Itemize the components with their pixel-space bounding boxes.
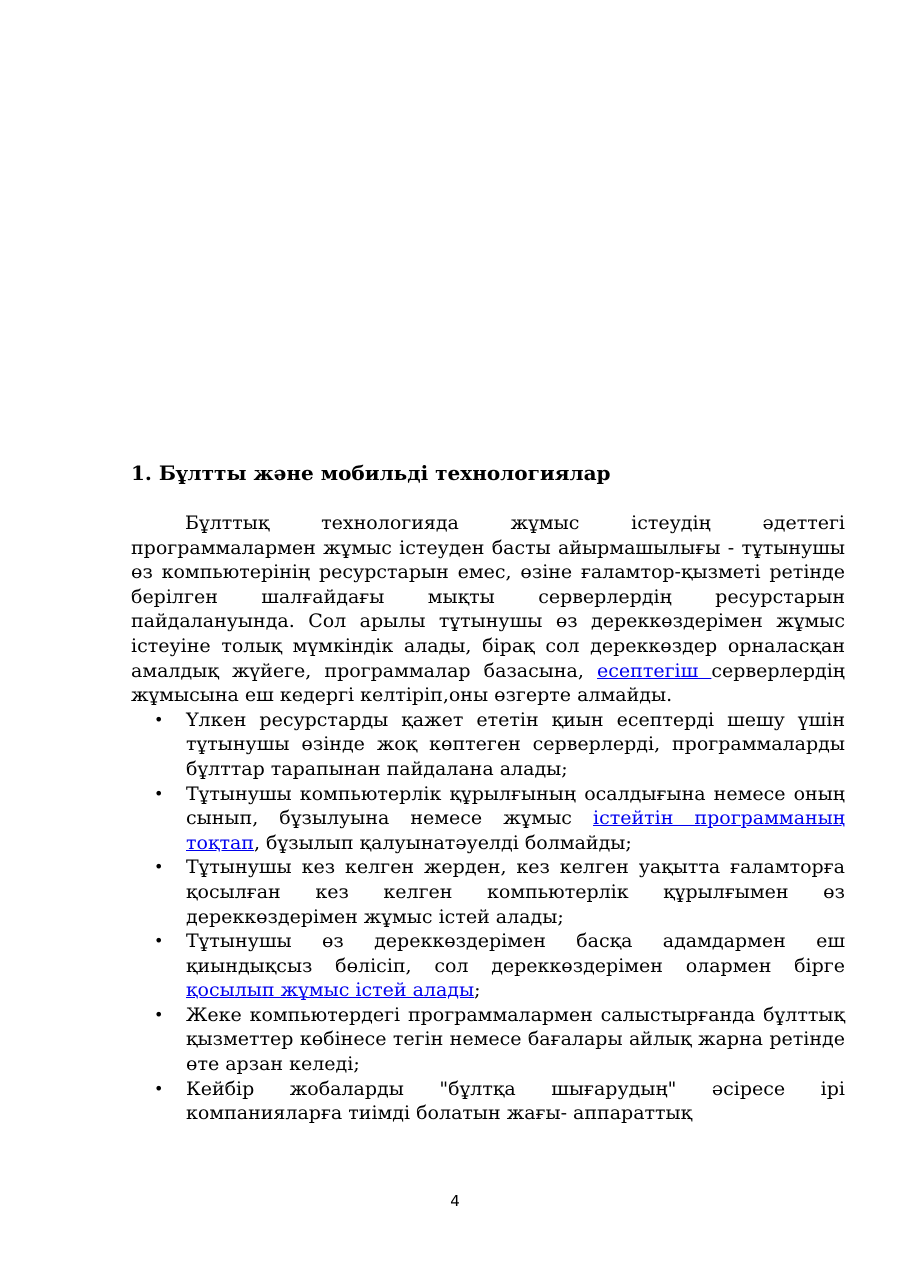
bullet-icon: • — [154, 783, 164, 803]
bullet-icon: • — [154, 1004, 164, 1024]
list-item-text: Жеке компьютердегі программалармен салыстырғанда бұлттық қызметтер көбінесе тегін немесе бағалары айлық жарна ретінде өте арзан келеді; — [186, 1003, 845, 1076]
list-item — [154, 782, 845, 856]
list-item-text: Кейбір жобаларды "бұлтқа шығарудың" әсіресе ірі компанияларға тиімді болатын жағы- аппараттық — [186, 1077, 845, 1125]
document-body — [131, 511, 845, 1126]
advantages-list — [131, 708, 845, 1126]
list-item-link[interactable]: істейтін программаның тоқтап — [186, 807, 845, 854]
list-item-link[interactable]: қосылып жұмыс істей алады — [186, 979, 475, 1002]
bullet-icon: • — [154, 857, 164, 877]
bullet-icon: • — [154, 709, 164, 729]
bullet-icon: • — [154, 1078, 164, 1098]
page-number: 4 — [450, 1192, 460, 1210]
list-item-text: ; — [474, 979, 481, 1002]
intro-paragraph — [131, 511, 845, 708]
list-item-text: Тұтынушы өз дереккөздерімен басқа адамдармен еш қиындықсыз бөлісіп, сол дереккөздерімен олармен бірге — [186, 930, 845, 977]
list-item — [154, 855, 845, 929]
list-item-text: Тұтынушы кез келген жерден, кез келген уақытта ғаламторға қосылған кез келген компьютерлік құрылғымен өз дереккөздерімен жұмыс істей алады; — [186, 856, 845, 928]
list-item — [154, 929, 845, 1003]
section-heading: 1. Бұлтты және мобильді технологиялар — [131, 461, 611, 485]
list-item — [154, 708, 845, 782]
intro-text-1: Бұлттық технологияда жұмыс істеудің әдеттегі программалармен жұмыс істеуден басты айырмашылығы - тұтынушы өз компьютерінің ресурстарын емес, өзіне ғаламтор-қызметі ретінде берілген шалғайдағы мықты серверлердің ресурстарын пайдалануында. Сол арылы тұтынушы өз дереккөздерімен жұмыс істеуіне толық мүмкіндік алады, бірақ сол дереккөздер орналасқан амалдық жүйеге, программалар базасына, — [131, 512, 845, 682]
list-item-text: Үлкен ресурстарды қажет ететін қиын есептерді шешу үшін тұтынушы өзінде жоқ көптеген серверлерді, программаларды бұлттар тарапынан пайдалана алады; — [186, 708, 845, 780]
intro-link[interactable]: есептегіш — [597, 659, 712, 682]
intro-text-2: серверлердің жұмысына еш кедергі келтіріп,оны өзгерте алмайды. — [131, 659, 845, 707]
bullet-icon: • — [154, 931, 164, 951]
list-item — [154, 1077, 845, 1126]
list-item-text: , бұзылып қалуынатәуелді болмайды; — [253, 831, 632, 854]
list-item-text: Тұтынушы компьютерлік құрылғының осалдығына немесе оның сынып, бұзылуына немесе жұмыс — [186, 782, 845, 830]
list-item — [154, 1003, 845, 1077]
